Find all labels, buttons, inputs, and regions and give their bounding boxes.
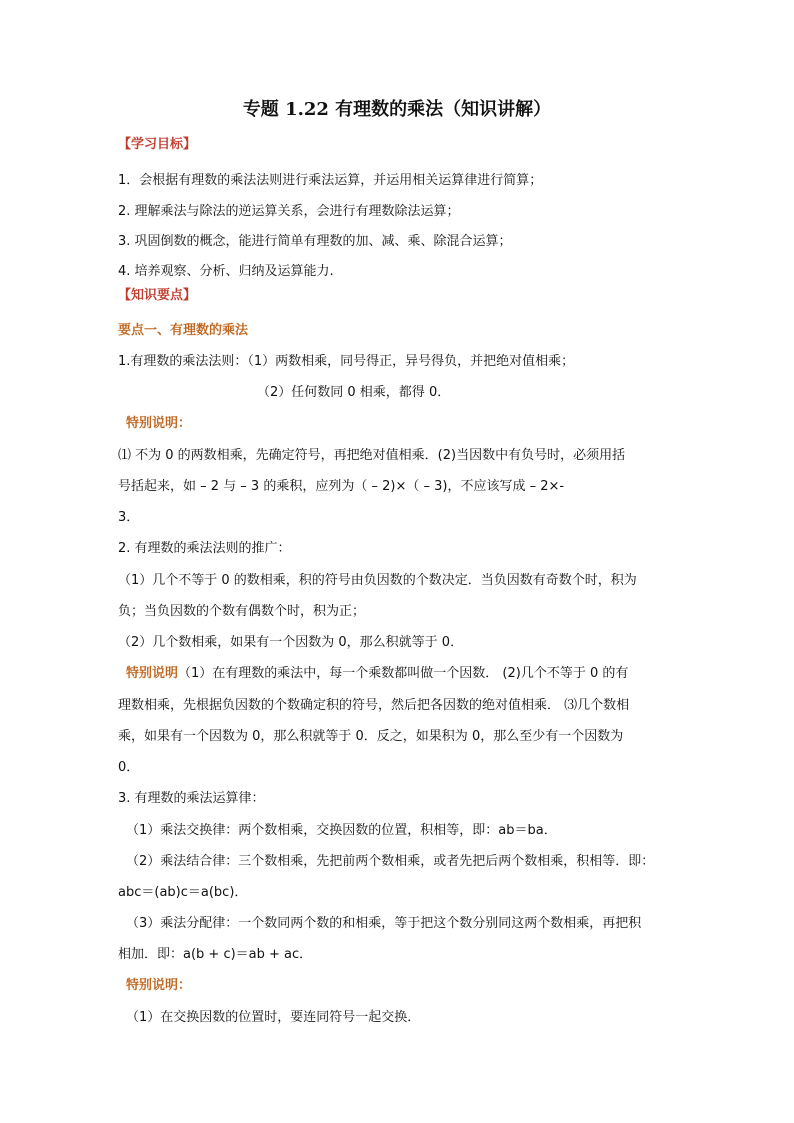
rule3-line-2: （2）乘法结合律：三个数相乘，先把前两个数相乘，或者先把后两个数相乘，积相等．即： [126,854,655,869]
rule3-line-5: 相加．即：a(b + c)＝ab + ac． [118,947,313,962]
rule3-line-3: abc＝(ab)c＝a(bc)． [118,885,248,900]
rule1-line-2: （2）任何数同 0 相乘，都得 0． [257,385,451,400]
rule2-line-2: 负；当负因数的个数有偶数个时，积为正； [118,604,366,619]
note3-line: （1）在交换因数的位置时，要连同符号一起交换． [126,1010,421,1025]
page-title: 专题 1.22 有理数的乘法（知识讲解） [242,99,552,120]
goal-item-4: 4. 培养观察、分析、归纳及运算能力. [118,264,334,279]
rule2-line-1: （1）几个不等于 0 的数相乘，积的符号由负因数的个数决定．当负因数有奇数个时，积为 [118,573,637,588]
rule2-line-3: （2）几个数相乘，如果有一个因数为 0，那么积就等于 0． [118,635,464,650]
goal-item-1: 1．会根据有理数的乘法法则进行乘法运算，并运用相关运算律进行简算； [118,173,543,188]
note2-first-text: （1）在有理数的乘法中，每一个乘数都叫做一个因数． (2)几个不等于 0 的有 [178,666,629,681]
point1-title: 要点一、有理数的乘法 [118,323,249,338]
rule3-title: 3. 有理数的乘法运算律： [118,791,265,806]
goal-item-2: 2. 理解乘法与除法的逆运算关系，会进行有理数除法运算； [118,204,460,219]
goal-item-3: 3. 巩固倒数的概念，能进行简单有理数的加、减、乘、除混合运算； [118,234,512,249]
note1-line-2: 号括起来，如 – 2 与 – 3 的乘积，应列为（ – 2)×（ – 3)，不应该写成 – 2×- [118,479,565,494]
note-label-1: 特别说明： [126,416,192,431]
note-label-3: 特别说明： [126,978,192,993]
note1-line-1: ⑴ 不为 0 的两数相乘，先确定符号，再把绝对值相乘．(2)当因数中有负号时，必须用括 [118,448,626,463]
note2-line-2: 理数相乘，先根据负因数的个数确定积的符号，然后把各因数的绝对值相乘． ⑶几个数相 [118,698,630,713]
note2-first-line [126,665,628,683]
note1-line-3: 3． [118,510,140,525]
rule3-line-1: （1）乘法交换律：两个数相乘，交换因数的位置，积相等，即：ab＝ba． [126,823,557,838]
rule3-line-4: （3）乘法分配律：一个数同两个数的和相乘，等于把这个数分别同这两个数相乘，再把积 [126,916,642,931]
note2-line-4: 0． [118,760,140,775]
note-label-2: 特别说明 [126,666,179,681]
learning-goals-header: 【学习目标】 [118,137,197,152]
rule1-line-1: 1.有理数的乘法法则：（1）两数相乘，同号得正，异号得负，并把绝对值相乘； [118,354,575,369]
note2-line-3: 乘，如果有一个因数为 0，那么积就等于 0．反之，如果积为 0，那么至少有一个因数为 [118,729,624,744]
rule2-title: 2. 有理数的乘法法则的推广： [118,541,291,556]
knowledge-points-header: 【知识要点】 [118,288,197,303]
